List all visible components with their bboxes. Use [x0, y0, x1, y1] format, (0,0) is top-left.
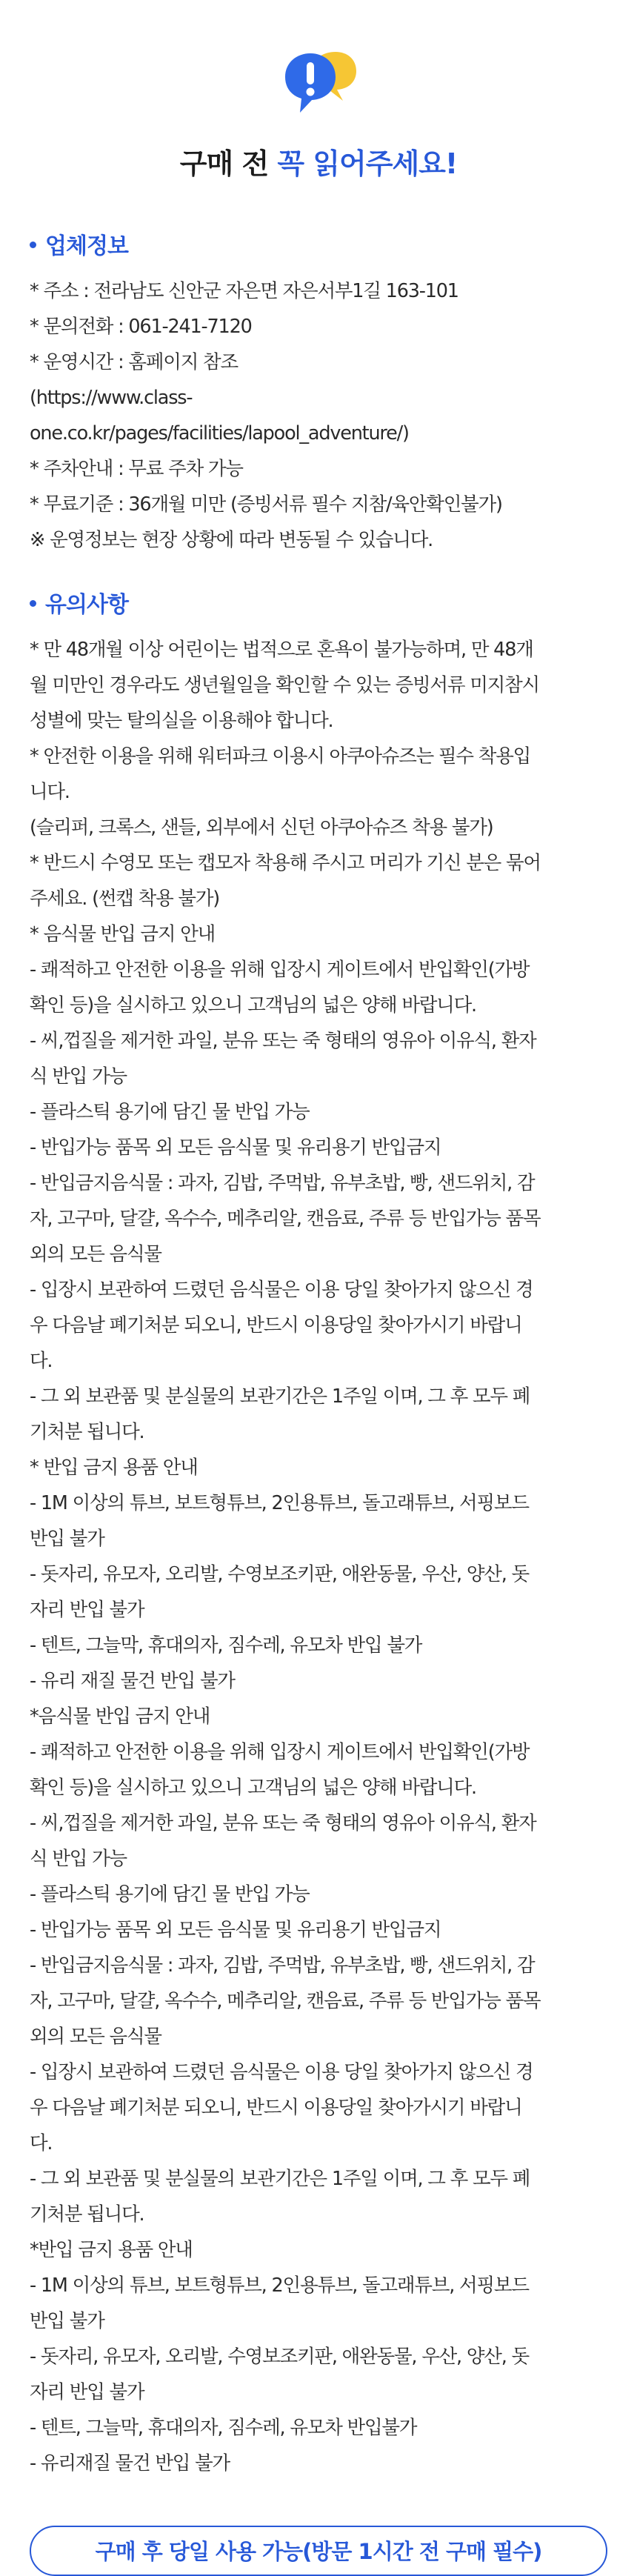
text-line: - 반입가능 품목 외 모든 음식물 및 유리용기 반입금지: [30, 1136, 441, 1159]
text-line: 자, 고구마, 달걀, 옥수수, 메추리알, 캔음료, 주류 등 반입가능 품목: [30, 1208, 541, 1230]
text-line: 다.: [30, 2132, 53, 2154]
text-line: (https://www.class-: [30, 387, 193, 409]
text-line: - 반입가능 품목 외 모든 음식물 및 유리용기 반입금지: [30, 1919, 441, 1941]
text-line: * 주소 : 전라남도 신안군 자은면 자은서부1길 163-101: [30, 280, 458, 302]
text-line: 성별에 맞는 탈의실을 이용해야 합니다.: [30, 710, 333, 732]
text-line: * 문의전화 : 061-241-7120: [30, 316, 252, 338]
text-line: 반입 불가: [30, 1528, 104, 1550]
text-line: *음식물 반입 금지 안내: [30, 1705, 210, 1728]
text-line: ※ 운영정보는 현장 상황에 따라 변동될 수 있습니다.: [30, 529, 433, 551]
text-line: - 입장시 보관하여 드렸던 음식물은 이용 당일 찾아가지 않으신 경: [30, 1279, 533, 1301]
text-line: 자리 반입 불가: [30, 2381, 144, 2403]
text-line: - 입장시 보관하여 드렸던 음식물은 이용 당일 찾아가지 않으신 경: [30, 2061, 533, 2083]
notice-section: [30, 586, 607, 2481]
text-line: * 운영시간 : 홈페이지 참조: [30, 351, 238, 373]
text-line: 식 반입 가능: [30, 1848, 127, 1870]
text-line: * 만 48개월 이상 어린이는 법적으로 혼욕이 불가능하며, 만 48개: [30, 639, 533, 661]
company-info-section: [30, 227, 607, 558]
text-line: 우 다음날 폐기처분 되오니, 반드시 이용당일 찾아가시기 바랍니: [30, 2097, 522, 2119]
text-line: - 유리재질 물건 반입 불가: [30, 2452, 230, 2475]
text-line: 자리 반입 불가: [30, 1599, 144, 1621]
text-line: * 반입 금지 용품 안내: [30, 1457, 198, 1479]
same-day-use-button[interactable]: 구매 후 당일 사용 가능(방문 1시간 전 구매 필수): [30, 2526, 607, 2576]
text-line: 자, 고구마, 달걀, 옥수수, 메추리알, 캔음료, 주류 등 반입가능 품목: [30, 1990, 541, 2012]
bullet-dot-icon: [30, 600, 36, 607]
text-line: - 씨,껍질을 제거한 과일, 분유 또는 죽 형태의 영유아 이유식, 환자: [30, 1812, 536, 1834]
text-line: - 1M 이상의 튜브, 보트형튜브, 2인용튜브, 돌고래튜브, 서핑보드: [30, 2274, 529, 2297]
text-line: (슬리퍼, 크록스, 샌들, 외부에서 신던 아쿠아슈즈 착용 불가): [30, 816, 493, 839]
bullet-dot-icon: [30, 242, 36, 248]
text-line: - 쾌적하고 안전한 이용을 위해 입장시 게이트에서 반입확인(가방: [30, 1741, 530, 1763]
text-line: - 플라스틱 용기에 담긴 물 반입 가능: [30, 1101, 310, 1123]
text-line: * 음식물 반입 금지 안내: [30, 923, 216, 945]
text-line: 주세요. (썬캡 착용 불가): [30, 888, 220, 910]
text-line: - 돗자리, 유모자, 오리발, 수영보조키판, 애완동물, 우산, 양산, 돗: [30, 1563, 529, 1585]
notice-title: 유의사항: [30, 586, 607, 619]
text-line: 다.: [30, 1350, 53, 1372]
text-line: - 그 외 보관품 및 분실물의 보관기간은 1주일 이며, 그 후 모두 폐: [30, 2168, 530, 2190]
text-line: *반입 금지 용품 안내: [30, 2239, 193, 2261]
text-line: 기처분 됩니다.: [30, 1421, 144, 1443]
text-line: 우 다음날 폐기처분 되오니, 반드시 이용당일 찾아가시기 바랍니: [30, 1314, 522, 1337]
text-line: 니다.: [30, 781, 70, 803]
text-line: * 주차안내 : 무료 주차 가능: [30, 458, 243, 480]
page-title: [30, 141, 607, 182]
company-info-body: [30, 273, 607, 558]
text-line: * 안전한 이용을 위해 워터파크 이용시 아쿠아슈즈는 필수 착용입: [30, 745, 531, 768]
text-line: 기처분 됩니다.: [30, 2203, 144, 2226]
text-line: - 반입금지음식물 : 과자, 김밥, 주먹밥, 유부초밥, 빵, 샌드위치, 감: [30, 1172, 535, 1194]
text-line: 확인 등)을 실시하고 있으니 고객님의 넓은 양해 바랍니다.: [30, 1777, 476, 1799]
text-line: 반입 불가: [30, 2310, 104, 2332]
text-line: 월 미만인 경우라도 생년월일을 확인할 수 있는 증빙서류 미지참시: [30, 674, 539, 696]
text-line: - 텐트, 그늘막, 휴대의자, 짐수레, 유모차 반입 불가: [30, 1634, 422, 1657]
text-line: - 돗자리, 유모자, 오리발, 수영보조키판, 애완동물, 우산, 양산, 돗: [30, 2346, 529, 2368]
text-line: 외의 모든 음식물: [30, 2026, 161, 2048]
text-line: - 쾌적하고 안전한 이용을 위해 입장시 게이트에서 반입확인(가방: [30, 959, 530, 981]
text-line: 확인 등)을 실시하고 있으니 고객님의 넓은 양해 바랍니다.: [30, 994, 476, 1016]
text-line: - 플라스틱 용기에 담긴 물 반입 가능: [30, 1883, 310, 1906]
text-line: 식 반입 가능: [30, 1065, 127, 1088]
text-line: * 반드시 수영모 또는 캡모자 착용해 주시고 머리가 기신 분은 묶어: [30, 852, 541, 874]
text-line: - 그 외 보관품 및 분실물의 보관기간은 1주일 이며, 그 후 모두 폐: [30, 1385, 530, 1408]
page-title-accent: 꼭 읽어주세요!: [277, 147, 458, 180]
text-line: - 1M 이상의 튜브, 보트형튜브, 2인용튜브, 돌고래튜브, 서핑보드: [30, 1492, 529, 1514]
notice-body: [30, 632, 607, 2481]
text-line: - 유리 재질 물건 반입 불가: [30, 1670, 235, 1692]
text-line: - 텐트, 그늘막, 휴대의자, 짐수레, 유모차 반입불가: [30, 2417, 417, 2439]
company-info-title: 업체정보: [30, 227, 607, 260]
text-line: - 씨,껍질을 제거한 과일, 분유 또는 죽 형태의 영유아 이유식, 환자: [30, 1030, 536, 1052]
page-title-plain: 구매 전: [179, 147, 278, 180]
text-line: * 무료기준 : 36개월 미만 (증빙서류 필수 지참/육안확인불가): [30, 493, 502, 516]
exclamation-speech-bubbles-icon: [278, 47, 359, 122]
text-line: 외의 모든 음식물: [30, 1243, 161, 1265]
text-line: - 반입금지음식물 : 과자, 김밥, 주먹밥, 유부초밥, 빵, 샌드위치, 감: [30, 1954, 535, 1977]
text-line: one.co.kr/pages/facilities/lapool_adventure/): [30, 422, 409, 445]
